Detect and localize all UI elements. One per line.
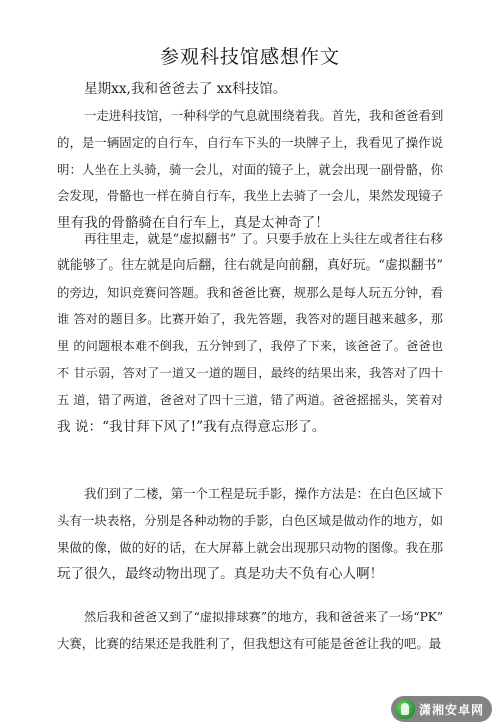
text-line: 然后我和爸爸又到了“虚拟排球赛”的地方，我和爸爸来了一场“PK”	[84, 610, 444, 624]
text-line: 不 甘示弱，答对了一道又一道的题目，最终的结果出来，我答对了四十	[57, 365, 443, 380]
text-line: 一走进科技馆，一种科学的气息就围绕着我。首先，我和爸爸看到	[84, 108, 444, 123]
paragraph-4	[57, 604, 443, 658]
paragraph-3	[57, 481, 443, 588]
text-line: 会发现，骨骼也一样在骑自行车，我坐上去骑了一会儿，果然发现镜子	[57, 188, 443, 204]
paragraph-0	[57, 76, 443, 103]
text-line: 明：人坐在上头骑，骑一会儿，对面的镜子上，就会出现一副骨骼，你	[57, 161, 443, 177]
text-line: 果做的像，做的好的话，在大屏幕上就会出现那只动物的图像。我在那	[57, 539, 443, 555]
text-line: 大赛，比赛的结果还是我胜利了，但我想这有可能是爸爸让我的吧。最	[57, 635, 442, 651]
text-line: 里有我的骨骼骑在自行车上，真是太神奇了！	[57, 215, 329, 232]
text-line: 玩了很久，最终动物出现了。真是功夫不负有心人啊！	[57, 566, 384, 583]
leaf-logo-icon	[395, 699, 415, 719]
text-line: 五 道，错了两道，爸爸对了四十三道，错了两道。爸爸摇摇头，笑着对	[57, 392, 443, 407]
document-title: 参观科技馆感想作文	[159, 46, 340, 68]
text-line: 里 的问题根本难不倒我，五分钟到了，我停了下来，该爸爸了。爸爸也	[57, 339, 443, 354]
paragraph-1	[57, 103, 443, 237]
text-line: 星期xx,我和爸爸去了 xx科技馆。	[84, 81, 287, 97]
text-line: 的，是一辆固定的自行车，自行车下头的一块牌子上，我看见了操作说	[57, 134, 443, 150]
paragraph-2	[57, 226, 443, 440]
text-line: 就能够了。往左就是向后翻，往右就是向前翻，真好玩。“虚拟翻书”	[57, 257, 443, 273]
text-line: 再往里走，就是“虚拟翻书” 了。只要手放在上头往左或者往右移	[84, 231, 443, 246]
site-watermark	[391, 696, 492, 722]
watermark-text: 潇湘安卓网	[418, 702, 484, 717]
text-line: 头有一块表格，分别是各种动物的手影，白色区域是做动作的地方，如	[57, 512, 443, 528]
text-line: 谁 答对的题目多。比赛开始了，我先答题，我答对的题目越来越多，那	[57, 312, 443, 327]
text-line: 我们到了二楼，第一个工程是玩手影，操作方法是：在白色区域下	[84, 486, 444, 501]
text-line: 我 说：“我甘拜下风了!”我有点得意忘形了。	[57, 418, 326, 435]
text-line: 的旁边，知识竞赛问答题。我和爸爸比赛，规那么是每人玩五分钟，看	[57, 284, 443, 300]
